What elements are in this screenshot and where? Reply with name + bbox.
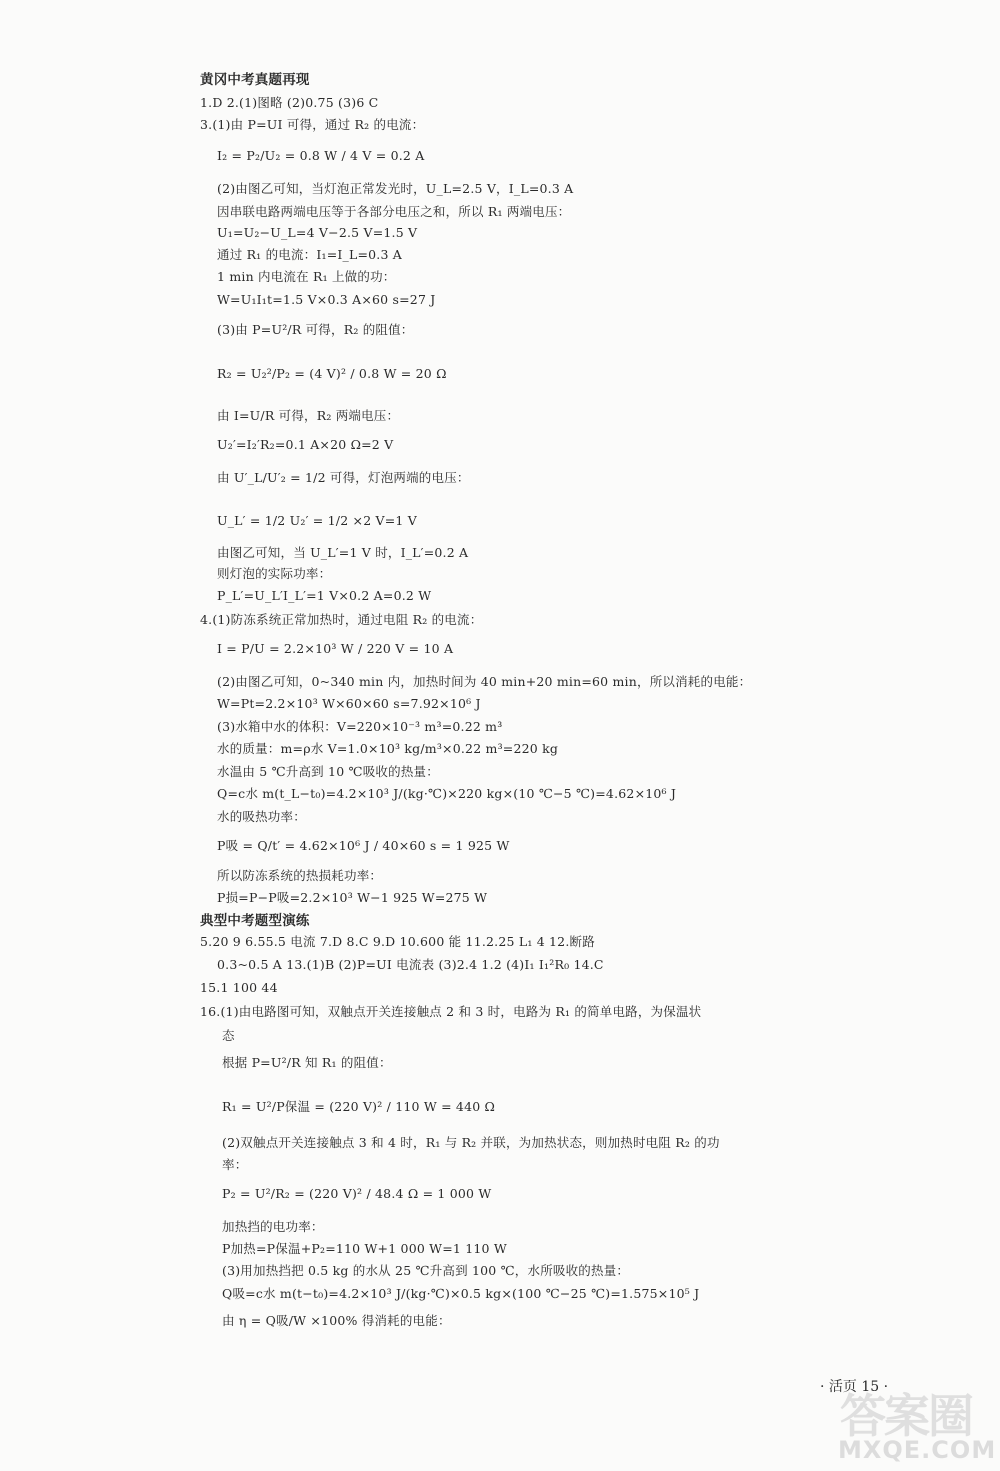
section-heading: 黄冈中考真题再现 bbox=[200, 72, 310, 88]
text-line: 3.(1)由 P=UI 可得，通过 R₂ 的电流： bbox=[200, 117, 425, 132]
text-line: 4.(1)防冻系统正常加热时，通过电阻 R₂ 的电流： bbox=[200, 612, 483, 627]
text-line: 1.D 2.(1)图略 (2)0.75 (3)6 C bbox=[200, 95, 379, 110]
text-line: 水温由 5 ℃升高到 10 ℃吸收的热量： bbox=[217, 764, 439, 779]
text-line: P吸 = Q/t′ = 4.62×10⁶ J / 40×60 s = 1 925 W bbox=[217, 838, 510, 853]
text-line: 态 bbox=[222, 1028, 235, 1043]
text-line: Q吸=c水 m(t−t₀)=4.2×10³ J/(kg·℃)×0.5 kg×(100 ℃−25 ℃)=1.575×10⁵ J bbox=[222, 1286, 700, 1301]
text-line: 根据 P=U²/R 知 R₁ 的阻值： bbox=[222, 1055, 392, 1070]
text-line: 则灯泡的实际功率： bbox=[217, 566, 332, 581]
text-line: W=Pt=2.2×10³ W×60×60 s=7.92×10⁶ J bbox=[217, 696, 481, 711]
text-line: W=U₁I₁t=1.5 V×0.3 A×60 s=27 J bbox=[217, 292, 436, 307]
section-heading: 典型中考题型演练 bbox=[200, 913, 310, 929]
text-line: U_L′ = 1/2 U₂′ = 1/2 ×2 V=1 V bbox=[217, 513, 417, 528]
text-line: 因串联电路两端电压等于各部分电压之和，所以 R₁ 两端电压： bbox=[217, 204, 571, 219]
text-line: 0.3~0.5 A 13.(1)B (2)P=UI 电流表 (3)2.4 1.2 (4)I₁ I₁²R₀ 14.C bbox=[217, 957, 604, 972]
text-line: (2)由图乙可知，当灯泡正常发光时，U_L=2.5 V，I_L=0.3 A bbox=[217, 181, 574, 196]
watermark-logo: 答案圈 bbox=[840, 1389, 972, 1443]
text-line: 16.(1)由电路图可知，双触点开关连接触点 2 和 3 时，电路为 R₁ 的简单电路，为保温状 bbox=[200, 1004, 702, 1019]
text-line: I = P/U = 2.2×10³ W / 220 V = 10 A bbox=[217, 641, 454, 656]
text-line: 由图乙可知，当 U_L′=1 V 时，I_L′=0.2 A bbox=[217, 545, 469, 560]
text-line: (3)由 P=U²/R 可得，R₂ 的阻值： bbox=[217, 322, 414, 337]
text-line: 加热挡的电功率： bbox=[222, 1219, 324, 1234]
text-line: P损=P−P吸=2.2×10³ W−1 925 W=275 W bbox=[217, 890, 488, 905]
text-line: 由 U′_L/U′₂ = 1/2 可得，灯泡两端的电压： bbox=[217, 470, 470, 485]
text-line: (2)由图乙可知，0~340 min 内，加热时间为 40 min+20 min=60 min，所以消耗的电能： bbox=[217, 674, 752, 689]
text-line: (2)双触点开关连接触点 3 和 4 时，R₁ 与 R₂ 并联，为加热状态，则加热时电阻 R₂ 的功 bbox=[222, 1135, 720, 1150]
text-line: 水的吸热功率： bbox=[217, 809, 306, 824]
text-line: U₁=U₂−U_L=4 V−2.5 V=1.5 V bbox=[217, 225, 418, 240]
text-line: U₂′=I₂′R₂=0.1 A×20 Ω=2 V bbox=[217, 437, 394, 452]
watermark-url: MXQE.COM bbox=[838, 1436, 997, 1464]
text-line: 5.20 9 6.55.5 电流 7.D 8.C 9.D 10.600 能 11.2.25 L₁ 4 12.断路 bbox=[200, 934, 595, 949]
text-line: 所以防冻系统的热损耗功率： bbox=[217, 868, 383, 883]
text-line: Q=c水 m(t_L−t₀)=4.2×10³ J/(kg·℃)×220 kg×(10 ℃−5 ℃)=4.62×10⁶ J bbox=[217, 786, 677, 801]
text-line: P加热=P保温+P₂=110 W+1 000 W=1 110 W bbox=[222, 1241, 507, 1256]
text-line: 1 min 内电流在 R₁ 上做的功： bbox=[217, 269, 396, 284]
text-line: 由 η = Q吸/W ×100% 得消耗的电能： bbox=[222, 1313, 451, 1328]
text-line: 率： bbox=[222, 1157, 248, 1172]
watermark bbox=[838, 1380, 996, 1468]
text-line: 由 I=U/R 可得，R₂ 两端电压： bbox=[217, 408, 400, 423]
text-line: (3)用加热挡把 0.5 kg 的水从 25 ℃升高到 100 ℃，水所吸收的热量： bbox=[222, 1263, 630, 1278]
text-line: I₂ = P₂/U₂ = 0.8 W / 4 V = 0.2 A bbox=[217, 148, 425, 163]
page-footer: · 活页 15 · bbox=[820, 1379, 889, 1395]
text-line: 15.1 100 44 bbox=[200, 980, 278, 995]
text-line: 水的质量：m=ρ水 V=1.0×10³ kg/m³×0.22 m³=220 kg bbox=[217, 741, 559, 756]
text-line: P₂ = U²/R₂ = (220 V)² / 48.4 Ω = 1 000 W bbox=[222, 1186, 492, 1201]
text-line: 通过 R₁ 的电流：I₁=I_L=0.3 A bbox=[217, 247, 403, 262]
text-line: R₂ = U₂²/P₂ = (4 V)² / 0.8 W = 20 Ω bbox=[217, 366, 447, 381]
text-line: R₁ = U²/P保温 = (220 V)² / 110 W = 440 Ω bbox=[222, 1099, 496, 1114]
text-line: (3)水箱中水的体积：V=220×10⁻³ m³=0.22 m³ bbox=[217, 719, 503, 734]
text-line: P_L′=U_L′I_L′=1 V×0.2 A=0.2 W bbox=[217, 588, 432, 603]
